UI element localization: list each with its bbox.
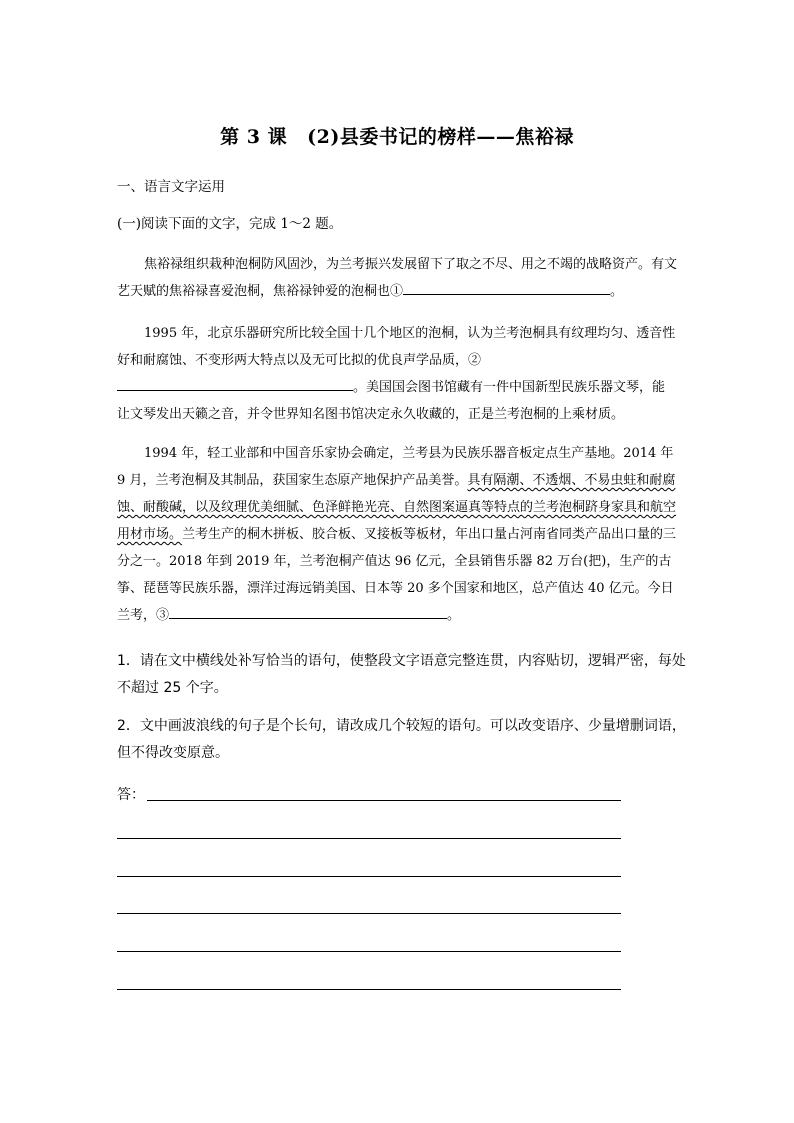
blank-label: ① [390, 284, 404, 299]
paragraph-text-cont: 。美国国会图书馆藏有一件中国新型民族乐器文琴，能让文琴发出天籁之音，并令世界知名图书馆决定永久收藏的，正是兰考泡桐的上乘材质。 [117, 380, 666, 422]
fill-blank-2[interactable] [117, 375, 353, 391]
paragraph-text: 1994 年，轻工业部和中国音乐家协会确定，兰考县为民族乐器音板定点生产基地。2014 年 9 月，兰考泡桐及其制品，获国家生态原产地保护产品美誉。 [117, 446, 674, 488]
answer-line[interactable] [117, 838, 621, 839]
page-title [0, 122, 794, 149]
passage-paragraph-1 [117, 251, 677, 305]
fill-blank-3[interactable] [169, 603, 447, 619]
question-2: 2．文中画波浪线的句子是个长句，请改成几个较短的语句。可以改变语序、少量增删词语，但不得改变原意。 [117, 718, 686, 761]
paragraph-text: 焦裕禄组织栽种泡桐防风固沙，为兰考振兴发展留下了取之不尽、用之不竭的战略资产。有文艺天赋的焦裕禄喜爱泡桐，焦裕禄钟爱的泡桐也 [117, 257, 678, 299]
paragraph-text: 1995 年，北京乐器研究所比较全国十几个地区的泡桐，认为兰考泡桐具有纹理均匀、透音性好和耐腐蚀、不变形两大特点以及无可比拟的优良声学品质， [117, 326, 676, 368]
question-1: 1．请在文中横线处补写恰当的语句，使整段文字语意完整连贯，内容贴切，逻辑严密，每处不超过 25 个字。 [117, 653, 686, 696]
passage-paragraph-3 [117, 440, 677, 629]
subsection-instruction: (一)阅读下面的文字，完成 1～2 题。 [117, 216, 343, 232]
fill-blank-1[interactable] [403, 279, 610, 295]
blank-label: ② [468, 353, 482, 368]
paragraph-text-cont: 兰考生产的桐木拼板、胶合板、叉接板等板材，年出口量占河南省同类产品出口量的三分之一。2018 年到 2019 年，兰考泡桐产值达 96 亿元，全县销售乐器 82 万台(把)，生产的古筝、琵琶等民族乐器，漂洋过海远销美国、日本等 20 多个国家和地区，总产值达 40 亿元。今日兰考， [117, 527, 677, 623]
answer-line[interactable] [117, 989, 621, 990]
wavy-underlined-sentence: 具有隔潮、不透烟、不易虫蛀和耐腐蚀、耐酸碱，以及纹理优美细腻、色泽鲜艳光亮、自然图案逼真等特点的兰考泡桐跻身家具和航空用材市场。 [117, 473, 677, 542]
lesson-number: 第 3 课 [220, 126, 288, 148]
section-heading: 一、语言文字运用 [117, 179, 225, 195]
answer-line[interactable] [117, 913, 621, 914]
answer-line[interactable] [117, 951, 621, 952]
blank-label: ③ [156, 608, 170, 623]
paragraph-end: 。 [610, 284, 624, 299]
paragraph-end: 。 [447, 608, 461, 623]
answer-line[interactable] [147, 800, 621, 801]
answer-label: 答： [117, 787, 145, 803]
passage-paragraph-2 [117, 320, 677, 428]
answer-line[interactable] [117, 876, 621, 877]
lesson-topic: (2)县委书记的榜样——焦裕禄 [307, 126, 574, 148]
